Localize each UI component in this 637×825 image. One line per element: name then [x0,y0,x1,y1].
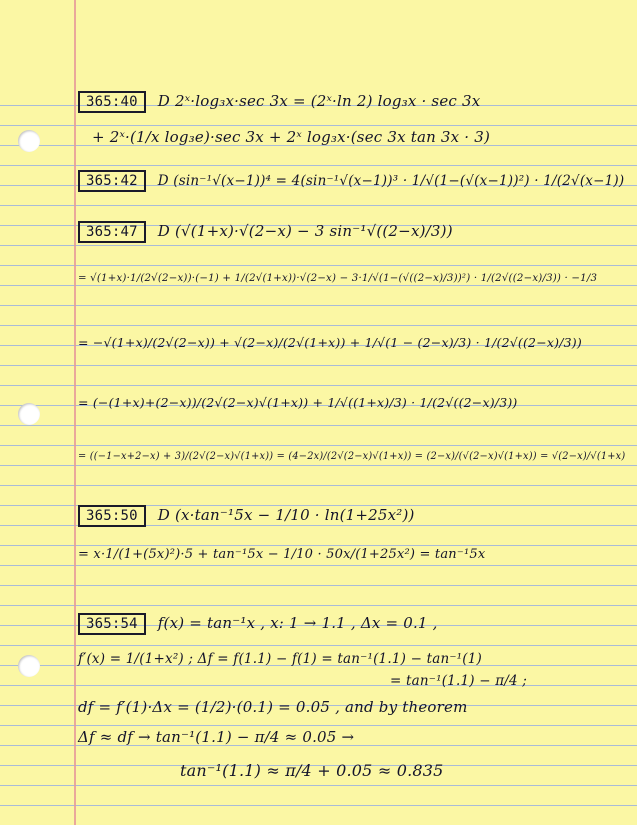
page-top-margin [0,0,637,86]
math-line: D (x·tan⁻¹5x − 1/10 · ln(1+25x²)) [157,506,415,524]
problem-label: 365:42 [78,170,146,192]
problem-365-54-line-5 [78,726,354,748]
math-line: f(x) = tan⁻¹x , x: 1 → 1.1 , Δx = 0.1 , [157,614,438,632]
problem-365-40-line-2 [92,126,490,148]
problem-label: 365:40 [78,91,146,113]
problem-label: 365:54 [78,613,146,635]
punch-hole-middle [18,403,40,425]
problem-365-54-line-3 [390,670,527,692]
problem-365-47-line-1 [78,220,453,242]
margin-rule [74,0,76,825]
problem-365-54-line-1 [78,612,438,634]
problem-label: 365:50 [78,505,146,527]
problem-365-54-line-2 [78,648,482,670]
problem-365-54-line-4 [78,696,468,718]
problem-365-47-line-4 [78,392,518,414]
math-line: + 2ˣ·(1/x log₃e)·sec 3x + 2ˣ log₃x·(sec 3x tan 3x · 3) [92,128,491,146]
problem-365-50-line-2 [78,544,485,566]
math-line: Δf ≈ df → tan⁻¹(1.1) − π/4 ≈ 0.05 → [78,728,355,746]
problem-365-47-line-5 [78,446,625,468]
math-line: D (sin⁻¹√(x−1))⁴ = 4(sin⁻¹√(x−1))³ · 1/√(1−(√(x−1))²) · 1/(2√(x−1)) [157,173,625,189]
math-line: = −√(1+x)/(2√(2−x)) + √(2−x)/(2√(1+x)) + 1/√(1 − (2−x)/3) · 1/(2√((2−x)/3)) [78,335,582,350]
problem-365-50-line-1 [78,504,415,526]
punch-hole-top [18,130,40,152]
math-line: D 2ˣ·log₃x·sec 3x = (2ˣ·ln 2) log₃x · sec 3x [157,92,481,110]
problem-365-40-line-1 [78,90,480,112]
math-line: tan⁻¹(1.1) ≈ π/4 + 0.05 ≈ 0.835 [180,761,444,780]
punch-hole-bottom [18,655,40,677]
math-line: = x·1/(1+(5x)²)·5 + tan⁻¹5x − 1/10 · 50x/(1+25x²) = tan⁻¹5x [78,547,486,562]
math-line: f′(x) = 1/(1+x²) ; Δf = f(1.1) − f(1) = tan⁻¹(1.1) − tan⁻¹(1) [78,651,483,667]
problem-365-47-line-2 [78,268,597,290]
math-line: = tan⁻¹(1.1) − π/4 ; [390,673,528,689]
problem-365-47-line-3 [78,332,582,354]
math-line: = ((−1−x+2−x) + 3)/(2√(2−x)√(1+x)) = (4−2x)/(2√(2−x)√(1+x)) = (2−x)/(√(2−x)√(1+x)) = √(2−x)/√(1+x) [78,451,626,462]
problem-365-42-line-1 [78,170,624,192]
math-line: = (−(1+x)+(2−x))/(2√(2−x)√(1+x)) + 1/√((1+x)/3) · 1/(2√((2−x)/3)) [78,395,518,410]
problem-365-54-line-6 [180,760,444,782]
math-line: D (√(1+x)·√(2−x) − 3 sin⁻¹√((2−x)/3)) [157,222,453,240]
problem-label: 365:47 [78,221,146,243]
math-line: df = f′(1)·Δx = (1/2)·(0.1) = 0.05 , and by theorem [78,698,468,716]
math-line: = √(1+x)·1/(2√(2−x))·(−1) + 1/(2√(1+x))·√(2−x) − 3·1/√(1−(√((2−x)/3))²) · 1/(2√((2−x)/3)) · −1/3 [78,273,598,284]
